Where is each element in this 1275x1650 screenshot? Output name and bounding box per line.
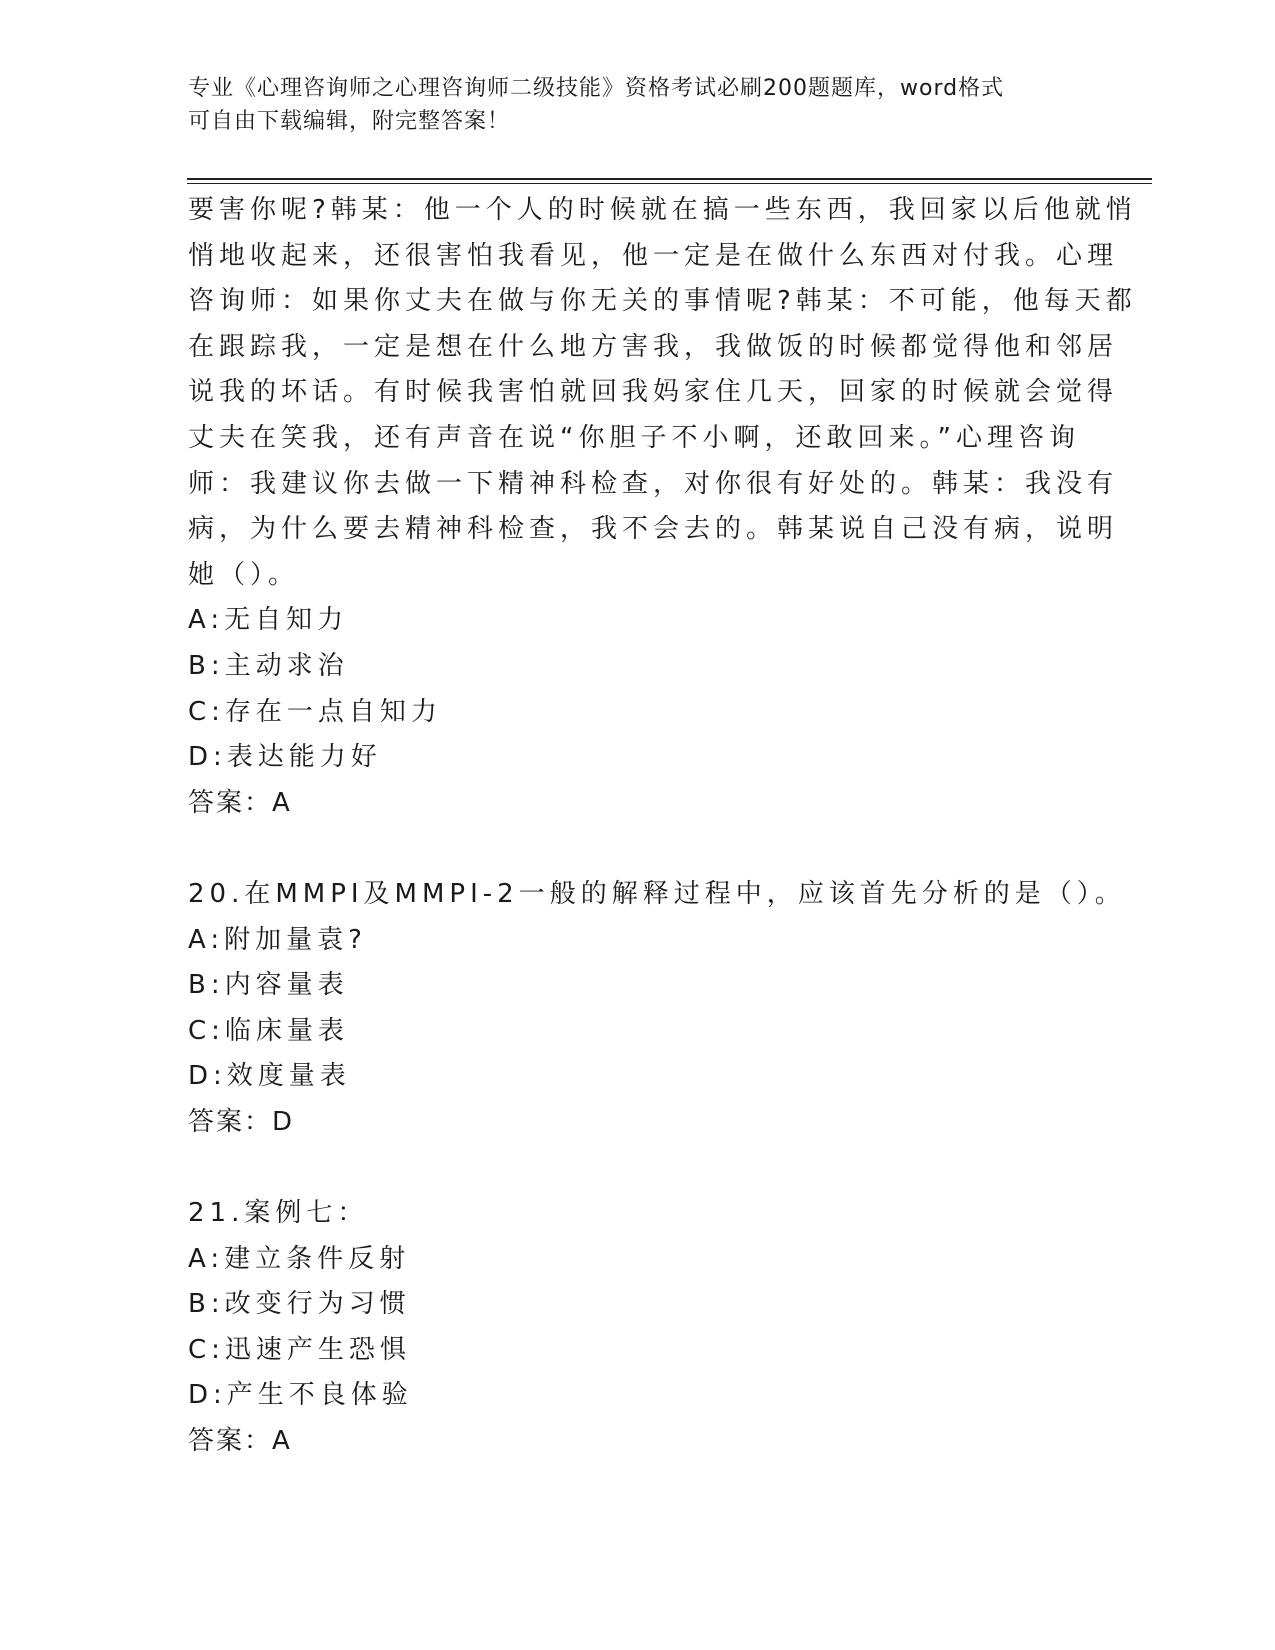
- option-c: C:临床量表: [188, 1015, 349, 1046]
- question-20: [188, 872, 1126, 1146]
- option-d: D:效度量表: [188, 1061, 351, 1092]
- option-b: B:主动求治: [188, 650, 349, 681]
- stem-line: 说我的坏话。有时候我害怕就回我妈家住几天，回家的时候就会觉得: [188, 377, 1119, 408]
- question-spacer: [188, 1145, 1078, 1191]
- question-stem: [188, 188, 1137, 598]
- answer-line: 答案：A: [188, 787, 292, 818]
- option-b: B:内容量表: [188, 970, 349, 1001]
- option-a: A:无自知力: [188, 605, 349, 636]
- option-a: A:附加量袁?: [188, 924, 367, 955]
- question-21: [188, 1191, 1078, 1465]
- stem-line: 师：我建议你去做一下精神科检查，对你很有好处的。韩某：我没有: [188, 468, 1119, 499]
- option-c: C:存在一点自知力: [188, 696, 442, 727]
- answer-line: 答案：D: [188, 1106, 295, 1137]
- header-line-2: 可自由下载编辑，附完整答案！: [188, 109, 511, 134]
- header-rule-thick: [187, 178, 1152, 180]
- stem-line: 悄地收起来，还很害怕我看见，他一定是在做什么东西对付我。心理: [188, 240, 1119, 271]
- document-header: [188, 72, 1068, 138]
- option-d: D:表达能力好: [188, 742, 382, 773]
- stem-line: 病，为什么要去精神科检查，我不会去的。韩某说自己没有病，说明: [188, 514, 1119, 545]
- stem-line: 要害你呢?韩某：他一个人的时候就在搞一些东西，我回家以后他就悄: [188, 195, 1137, 225]
- option-a: A:建立条件反射: [188, 1243, 411, 1274]
- option-b: B:改变行为习惯: [188, 1289, 411, 1320]
- answer-line: 答案：A: [188, 1426, 292, 1457]
- stem-line: 咨询师：如果你丈夫在做与你无关的事情呢?韩某：不可能，他每天都: [188, 286, 1137, 317]
- header-line-1: 专业《心理咨询师之心理咨询师二级技能》资格考试必刷200题题库，word格式: [188, 76, 1005, 101]
- question-stem: 21.案例七：: [188, 1198, 369, 1229]
- question-stem: 20.在MMPI及MMPI-2一般的解释过程中，应该首先分析的是（）。: [188, 878, 1126, 909]
- option-d: D:产生不良体验: [188, 1380, 413, 1411]
- question-spacer: [188, 826, 1078, 872]
- option-c: C:迅速产生恐惧: [188, 1334, 411, 1365]
- stem-line: 她（）。: [188, 559, 300, 590]
- stem-line: 丈夫在笑我，还有声音在说“你胆子不小啊，还敢回来。”心理咨询: [188, 422, 1080, 453]
- document-body: [188, 188, 1137, 1465]
- header-rule-thin: [187, 183, 1152, 184]
- question-19: [188, 188, 1137, 826]
- stem-line: 在跟踪我，一定是想在什么地方害我，我做饭的时候都觉得他和邻居: [188, 331, 1119, 362]
